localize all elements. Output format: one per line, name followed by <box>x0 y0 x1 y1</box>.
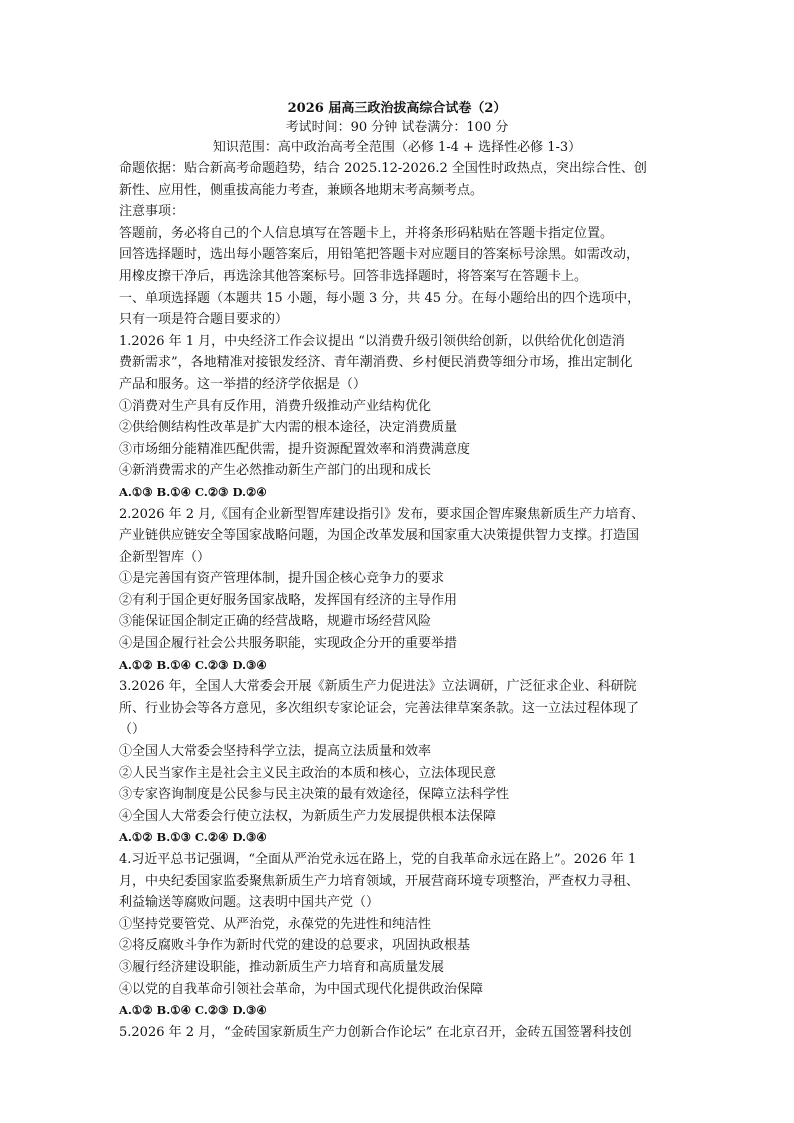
question-stem: 3.2026 年，全国人大常委会开展《新质生产力促进法》立法调研，广泛征求企业、科研院 <box>119 679 637 695</box>
answer-choices: A.①② B.①④ C.②③ D.③④ <box>119 657 267 672</box>
exam-time-line: 考试时间：90 分钟 试卷满分：100 分 <box>285 120 509 135</box>
question-3 <box>119 676 679 849</box>
question-option: ③市场细分能精准匹配供需，提升资源配置效率和消费满意度 <box>119 441 471 457</box>
question-option: ④新消费需求的产生必然推动新生产部门的出现和成长 <box>119 463 432 479</box>
notice-item: 用橡皮擦干净后，再选涂其他答案标号。回答非选择题时，将答案写在答题卡上。 <box>119 268 588 284</box>
question-stem: 4.习近平总书记强调，“全面从严治党永远在路上，党的自我革命永远在路上”。2026 年 1 <box>119 852 637 867</box>
answer-choices: A.①② B.①③ C.②④ D.③④ <box>119 830 267 845</box>
question-option: ①坚持党要管党、从严治党，永葆党的先进性和纯洁性 <box>119 916 432 932</box>
question-option: ④全国人大常委会行使立法权，为新质生产力发展提供根本法保障 <box>119 808 497 824</box>
section-title: 只有一项是符合题目要求的） <box>119 312 289 328</box>
exam-title: 2026 届高三政治拔高综合试卷（2） <box>287 101 507 116</box>
question-5 <box>119 1022 679 1044</box>
question-stem: （） <box>119 722 146 738</box>
question-stem: 产业链供应链安全等国家战略问题，为国企改革发展和国家重大决策提供智力支撑。打造国 <box>119 528 640 544</box>
question-stem: 利益输送等腐败问题。这表明中国共产党（） <box>119 895 380 911</box>
question-option: ②人民当家作主是社会主义民主政治的本质和核心，立法体现民意 <box>119 765 497 781</box>
question-4 <box>119 849 679 1022</box>
question-option: ④是国企履行社会公共服务职能，实现政企分开的重要举措 <box>119 636 458 652</box>
question-option: ①全国人大常委会坚持科学立法，提高立法质量和效率 <box>119 744 432 760</box>
exam-body <box>119 158 679 1043</box>
question-option: ③能保证国企制定正确的经营战略，规避市场经营风险 <box>119 614 432 630</box>
basis-line: 新性、应用性，侧重拔高能力考查，兼顾各地期末考高频考点。 <box>119 182 484 198</box>
question-stem: 5.2026 年 2 月，“金砖国家新质生产力创新合作论坛” 在北京召开，金砖五国签署科技创 <box>119 1024 632 1040</box>
question-stem: 产品和服务。这一举措的经济学依据是（） <box>119 376 367 392</box>
question-stem: 1.2026 年 1 月，中央经济工作会议提出 “以消费升级引领供给创新，以供给优化创造消 <box>119 333 625 349</box>
question-option: ①消费对生产具有反作用，消费升级推动产业结构优化 <box>119 398 432 414</box>
notice-item: 答题前，务必将自己的个人信息填写在答题卡上，并将条形码粘贴在答题卡指定位置。 <box>119 225 614 241</box>
question-2 <box>119 504 679 677</box>
question-option: ①是完善国有资产管理体制，提升国企核心竞争力的要求 <box>119 571 445 587</box>
section-title: 一、单项选择题（本题共 15 小题，每小题 3 分，共 45 分。在每小题给出的四个选项中， <box>119 290 641 306</box>
question-stem: 月，中央纪委国家监委聚焦新质生产力培育领域，开展营商环境专项整治，严查权力寻租、 <box>119 873 640 889</box>
answer-choices: A.①③ B.①④ C.②③ D.②④ <box>119 484 267 499</box>
question-stem: 所、行业协会等各方意见，多次组织专家论证会，完善法律草案条款。这一立法过程体现了 <box>119 700 640 716</box>
question-option: ②将反腐败斗争作为新时代党的建设的总要求，巩固执政根基 <box>119 938 471 954</box>
question-option: ④以党的自我革命引领社会革命，为中国式现代化提供政治保障 <box>119 981 484 997</box>
basis-line: 命题依据：贴合新高考命题趋势，结合 2025.12-2026.2 全国性时政热点，突出综合性、创 <box>119 161 647 176</box>
exam-scope-line: 知识范围：高中政治高考全范围（必修 1-4 + 选择性必修 1-3） <box>212 140 582 155</box>
notice-title: 注意事项： <box>119 204 185 220</box>
answer-choices: A.①② B.①④ C.②③ D.③④ <box>119 1003 267 1018</box>
question-option: ②有利于国企更好服务国家战略，发挥国有经济的主导作用 <box>119 592 458 608</box>
question-option: ③专家咨询制度是公民参与民主决策的最有效途径，保障立法科学性 <box>119 787 510 803</box>
question-option: ②供给侧结构性改革是扩大内需的根本途径，决定消费质量 <box>119 420 458 436</box>
notice-item: 回答选择题时，选出每小题答案后，用铅笔把答题卡对应题目的答案标号涂黑。如需改动， <box>119 247 640 263</box>
question-stem: 2.2026 年 2 月,《国有企业新型智库建设指引》发布，要求国企智库聚焦新质生产力培育、 <box>119 506 645 522</box>
question-option: ③履行经济建设职能，推动新质生产力培育和高质量发展 <box>119 959 445 975</box>
question-1 <box>119 331 679 504</box>
question-stem: 费新需求”，各地精准对接银发经济、青年潮消费、乡村便民消费等细分市场，推出定制化 <box>119 355 633 371</box>
question-stem: 企新型智库（） <box>119 549 211 565</box>
